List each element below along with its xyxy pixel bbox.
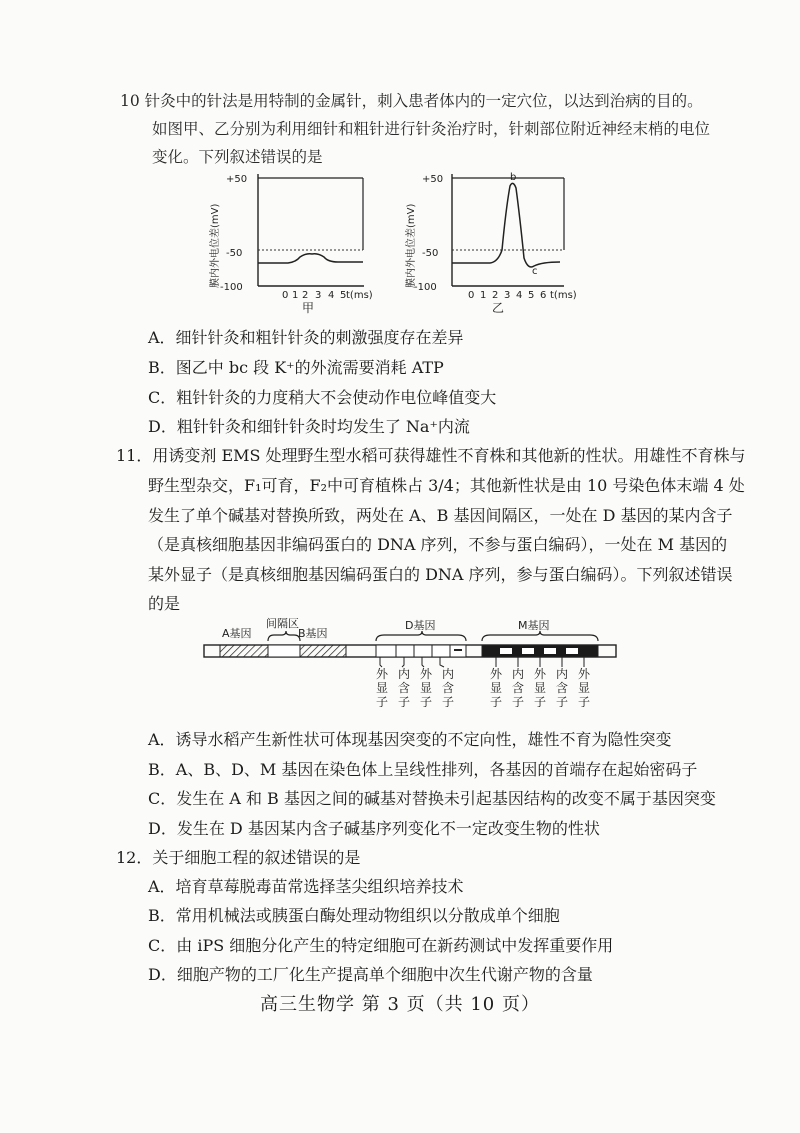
gap-block [268, 645, 300, 657]
m-mark-4: 内含子 [556, 667, 569, 709]
diagram-label-gap: 间隔区 [266, 617, 299, 630]
graph-jia-caption: 甲 [302, 301, 315, 315]
m-mark-2: 内含子 [512, 667, 525, 709]
graph-yi-tick-1: 1 [480, 290, 487, 301]
graph-yi-tick-5: 5 [528, 290, 535, 301]
q11-stem-line-4: （是真核细胞基因非编码蛋白的 DNA 序列，不参与蛋白编码），一处在 M 基因的 [148, 535, 728, 554]
q11-option-a[interactable]: A．诱导水稻产生新性状可体现基因突变的不定向性，雄性不育为隐性突变 [148, 730, 672, 749]
gene-d-block [376, 645, 466, 657]
graph-jia [188, 168, 378, 318]
graph-jia-y-bot: -100 [220, 282, 243, 293]
d-mark-4: 内含子 [442, 667, 455, 709]
q11-stem-line-6: 的是 [148, 594, 181, 613]
d-mark-2: 内含子 [398, 667, 411, 709]
page-footer: 高三生物学 第 3 页（共 10 页） [260, 994, 540, 1015]
graph-yi-caption: 乙 [492, 301, 505, 315]
graph-yi-tick-6: 6 [540, 290, 547, 301]
q11-option-d[interactable]: D．发生在 D 基因某内含子碱基序列变化不一定改变生物的性状 [148, 819, 600, 838]
graph-yi-x-unit: t(ms) [550, 290, 577, 301]
graph-yi-tick-4: 4 [516, 290, 523, 301]
graph-jia-tick-1: 1 [292, 290, 299, 301]
d-mark-3: 外显子 [420, 667, 433, 709]
graph-jia-tick-0: 0 [282, 290, 289, 301]
graph-yi-ylabel: 膜内外电位差(mV) [406, 203, 417, 288]
q10-option-c[interactable]: C．粗针针灸的力度稍大不会使动作电位峰值变大 [148, 388, 497, 407]
graph-jia-tick-5: 5 [340, 290, 347, 301]
graph-yi-tick-3: 3 [504, 290, 511, 301]
q12-option-c[interactable]: C．由 iPS 细胞分化产生的特定细胞可在新药测试中发挥重要作用 [148, 936, 614, 955]
gene-m-block [482, 645, 598, 657]
graph-yi-tick-2: 2 [492, 290, 499, 301]
graph-jia-curve [258, 254, 363, 263]
q11-stem-line-5: 某外显子（是真核细胞基因编码蛋白的 DNA 序列，参与蛋白编码）。下列叙述错误 [148, 565, 733, 584]
q12-option-a[interactable]: A．培育草莓脱毒苗常选择茎尖组织培养技术 [148, 877, 464, 896]
q11-stem-line-3: 发生了单个碱基对替换所致，两处在 A、B 基因间隔区，一处在 D 基因的某内含子 [148, 506, 733, 525]
diagram-label-b: B基因 [298, 627, 328, 640]
q12-option-b[interactable]: B．常用机械法或胰蛋白酶处理动物组织以分散成单个细胞 [148, 906, 560, 925]
q10-stem-line-1: 10 针灸中的针法是用特制的金属针，刺入患者体内的一定穴位，以达到治病的目的。 [120, 92, 703, 110]
q12-stem: 12．关于细胞工程的叙述错误的是 [116, 848, 361, 867]
graph-yi-curve [452, 183, 560, 267]
diagram-label-a: A基因 [222, 627, 252, 640]
q10-stem-line-2: 如图甲、乙分别为利用细针和粗针进行针灸治疗时，针刺部位附近神经末梢的电位 [152, 120, 711, 138]
q11-option-b[interactable]: B．A、B、D、M 基因在染色体上呈线性排列，各基因的首端存在起始密码子 [148, 760, 698, 779]
q10-option-b[interactable]: B．图乙中 bc 段 K⁺的外流需要消耗 ATP [148, 358, 444, 377]
m-mark-1: 外显子 [490, 667, 503, 709]
q12-option-d[interactable]: D．细胞产物的工厂化生产提高单个细胞中次生代谢产物的含量 [148, 965, 593, 984]
gene-b-block [300, 645, 346, 657]
graph-jia-ylabel: 膜内外电位差(mV) [210, 203, 221, 288]
graph-yi-point-b: b [510, 172, 517, 183]
graph-jia-tick-3: 3 [315, 290, 322, 301]
q10-option-d[interactable]: D．粗针针灸和细针针灸时均发生了 Na⁺内流 [148, 417, 470, 436]
graph-yi-tick-0: 0 [468, 290, 475, 301]
graph-jia-y-mid: -50 [226, 248, 243, 259]
graph-jia-y-top: +50 [226, 174, 248, 185]
graph-jia-tick-4: 4 [328, 290, 335, 301]
graph-jia-tick-2: 2 [302, 290, 309, 301]
q11-stem-line-1: 11．用诱变剂 EMS 处理野生型水稻可获得雄性不育株和其他新的性状。用雄性不育株与 [116, 446, 746, 465]
graph-yi-y-bot: -100 [414, 282, 437, 293]
diagram-label-m: M基因 [518, 619, 550, 632]
graph-yi-point-c: c [532, 266, 538, 277]
q11-stem-line-2: 野生型杂交，F₁可育，F₂中可育植株占 3/4；其他新性状是由 10 号染色体末端 4 处 [148, 476, 745, 495]
q10-stem-line-3: 变化。下列叙述错误的是 [152, 148, 323, 166]
gene-a-block [220, 645, 268, 657]
graph-yi [392, 168, 592, 318]
graph-jia-x-unit: t(ms) [346, 290, 373, 301]
q10-option-a[interactable]: A．细针针灸和粗针针灸的刺激强度存在差异 [148, 328, 464, 347]
q11-option-c[interactable]: C．发生在 A 和 B 基因之间的碱基对替换未引起基因结构的改变不属于基因突变 [148, 789, 716, 808]
m-mark-5: 外显子 [578, 667, 591, 709]
graph-yi-y-mid: -50 [422, 248, 439, 259]
graph-yi-y-top: +50 [422, 174, 444, 185]
m-mark-3: 外显子 [534, 667, 547, 709]
d-mark-1: 外显子 [376, 667, 389, 709]
diagram-label-d: D基因 [405, 619, 436, 632]
